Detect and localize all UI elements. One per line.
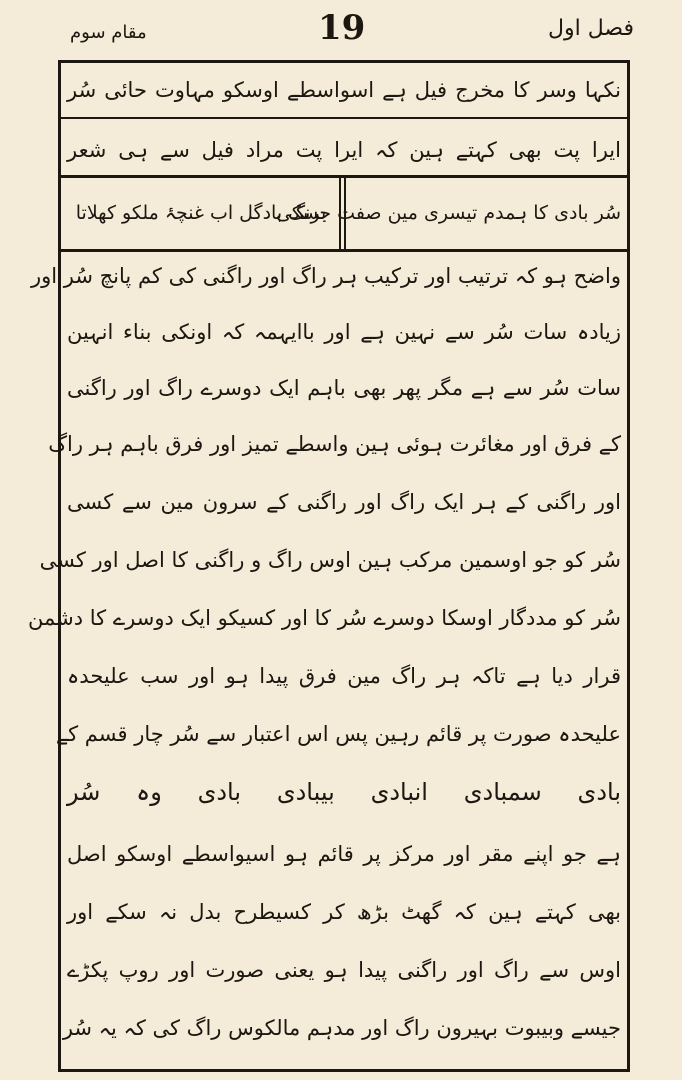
divider bbox=[61, 249, 627, 252]
body-line: سُر کو مددگار اوسکا دوسرے سُر کا اور کسیکو ایک دوسرے کا دشمن bbox=[28, 606, 621, 630]
box-line-1: نکہا وسر کا مخرج فیل ہے اسواسطے اوسکو مہاوت حائی سُر bbox=[67, 78, 621, 102]
body-line: سُر کو جو اوسمین مرکب ہین اوس راگ و راگنی کا اصل اور کسی bbox=[39, 548, 621, 572]
body-line: علیحدہ صورت پر قائم رہین پس اس اعتبار سے سُر چار قسم کے bbox=[55, 722, 621, 746]
body-line: اوس سے راگ اور راگنی پیدا ہو یعنی صورت اور روپ پکڑے bbox=[67, 958, 621, 982]
body-line: سات سُر سے ہے مگر پھر بھی باہم ایک دوسرے راگ اور راگنی bbox=[67, 376, 621, 400]
body-line: بادی سمبادی انبادی بیبادی بادی وہ سُر bbox=[67, 778, 621, 806]
couplet-left: برنگ بادگل اب غنچۂ ملکو کھلاتا bbox=[75, 202, 327, 224]
body-line: واضح ہو کہ ترتیب اور ترکیب ہر راگ اور راگنی کی کم پانچ سُر اور bbox=[30, 264, 621, 288]
body-line: اور راگنی کے ہر ایک راگ اور راگنی کے سرون مین سے کسی bbox=[67, 490, 621, 514]
body-line: ہے جو اپنے مقر اور مرکز پر قائم ہو اسیواسطے اوسکو اصل bbox=[67, 842, 621, 866]
body-line: زیادہ سات سُر سے نہین ہے اور باایہمہ کہ اونکی بناء انہین bbox=[67, 320, 621, 344]
couplet-divider bbox=[339, 177, 341, 249]
divider bbox=[61, 117, 627, 119]
body-line: بھی کہتے ہین کہ گھٹ بڑھ کر کسیطرح بدل نہ سکے اور bbox=[67, 900, 621, 924]
section-title: مقام سوم bbox=[70, 22, 147, 43]
couplet-divider bbox=[344, 177, 346, 249]
body-line: کے فرق اور مغائرت ہوئی ہین واسطے تمیز اور فرق باہم ہر راگ bbox=[48, 432, 621, 456]
body-line: جیسے وبیبوت بہیرون راگ اور مدہم مالکوس راگ کی کہ یہ سُر bbox=[62, 1016, 621, 1040]
couplet-right: سُر بادی کا ہمدم تیسری مین صفت جسکی bbox=[276, 202, 621, 224]
box-line-2: ایرا پت بھی کہتے ہین کہ ایرا پت مراد فیل سے ہی شعر bbox=[67, 138, 621, 162]
chapter-title: فصل اول bbox=[548, 16, 634, 41]
page-header bbox=[0, 8, 682, 60]
body-line: قرار دیا ہے تاکہ ہر راگ مین فرق پیدا ہو اور سب علیحدہ bbox=[67, 664, 621, 688]
page-number: 19 bbox=[318, 8, 366, 48]
text-frame bbox=[28, 60, 630, 1072]
